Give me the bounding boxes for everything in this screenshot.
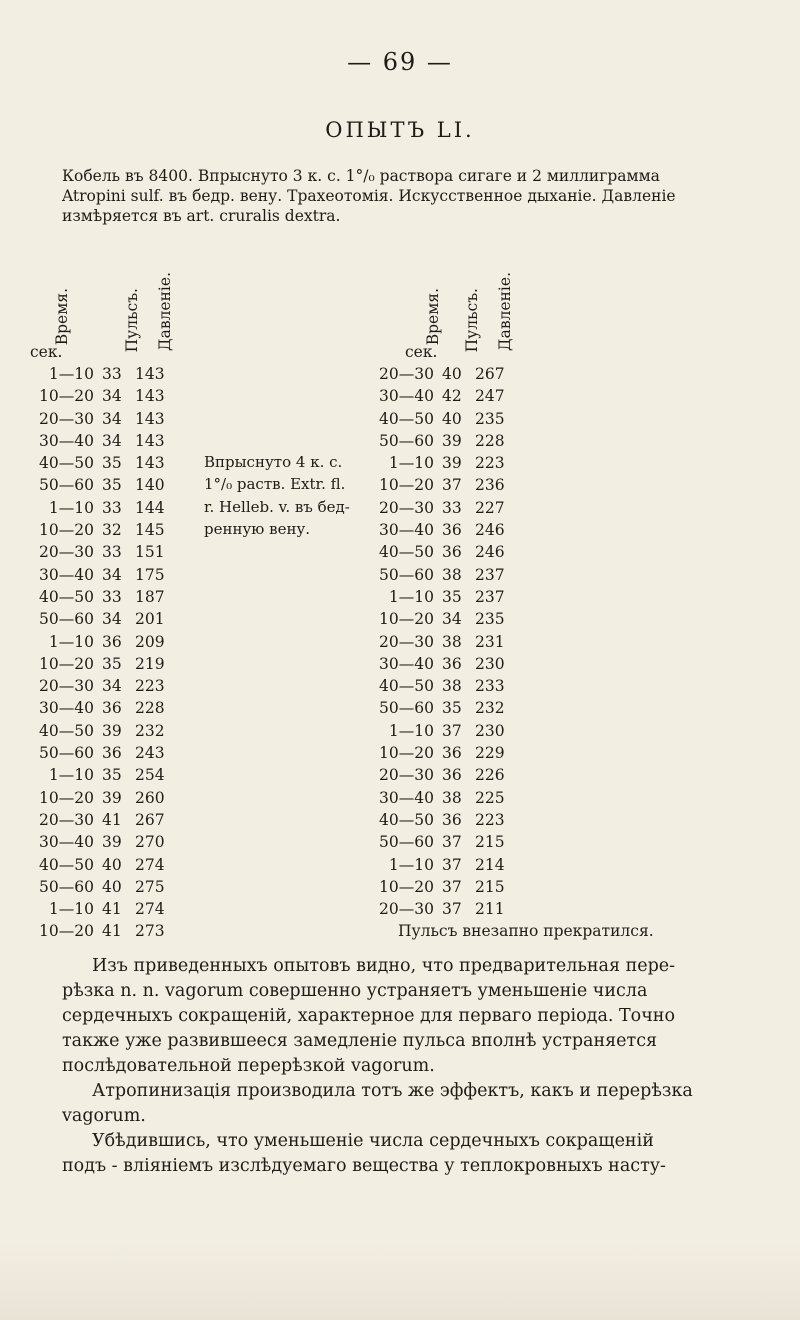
- pulse-cell: 33: [102, 498, 122, 517]
- time-cell: 50—60: [379, 431, 434, 450]
- pressure-cell: 233: [475, 677, 505, 696]
- pressure-cell: 223: [475, 810, 505, 829]
- pulse-cell: 39: [442, 454, 462, 473]
- pressure-cell: 145: [135, 521, 165, 540]
- time-cell: 10—20: [39, 922, 94, 941]
- pulse-cell: 35: [442, 587, 462, 606]
- injection-note: [204, 451, 350, 540]
- pressure-cell: 225: [475, 788, 505, 807]
- intro-line: измѣряется въ art. cruralis dextra.: [62, 207, 341, 225]
- time-cell: 20—30: [379, 365, 434, 383]
- pressure-cell: 237: [475, 587, 505, 606]
- pressure-cell: 214: [475, 855, 505, 874]
- header-pulse-left: Пульсъ.: [123, 288, 141, 353]
- pulse-cell: 37: [442, 855, 462, 874]
- pulse-cell: 36: [442, 766, 462, 785]
- pressure-cell: 235: [475, 610, 505, 629]
- time-cell: 40—50: [379, 543, 434, 562]
- pressure-cell: 226: [475, 766, 505, 785]
- time-cell: 1—10: [48, 766, 94, 785]
- time-cell: 10—20: [39, 387, 94, 406]
- time-cell: 20—30: [379, 900, 434, 919]
- time-cell: 20—30: [39, 543, 94, 562]
- pressure-cell: 227: [475, 498, 505, 517]
- pulse-cell: 41: [102, 922, 122, 941]
- pulse-cell: 32: [102, 521, 122, 540]
- pulse-cell: 40: [102, 855, 122, 874]
- pulse-cell: 38: [442, 677, 462, 696]
- pressure-cell: 211: [475, 900, 505, 919]
- body-text: [62, 954, 780, 1179]
- body-line: vagorum.: [62, 1106, 146, 1126]
- pressure-cell: 274: [135, 855, 165, 874]
- pressure-cell: 209: [135, 632, 165, 651]
- time-cell: 10—20: [39, 788, 94, 807]
- pressure-cell: 273: [135, 922, 165, 941]
- time-cell: 10—20: [379, 744, 434, 763]
- time-cell: 30—40: [39, 431, 94, 450]
- pressure-cell: 151: [135, 543, 165, 562]
- pulse-cell: 35: [102, 454, 122, 473]
- time-cell: 30—40: [39, 699, 94, 718]
- time-cell: 50—60: [39, 877, 94, 896]
- pressure-cell: 260: [135, 788, 165, 807]
- pulse-cell: 36: [102, 744, 122, 763]
- pulse-cell: 37: [442, 900, 462, 919]
- time-cell: 30—40: [379, 654, 434, 673]
- pressure-cell: 215: [475, 877, 505, 896]
- experiment-title: ОПЫТЪ LI.: [325, 118, 475, 142]
- pulse-cell: 39: [102, 721, 122, 740]
- pressure-cell: 140: [135, 476, 165, 495]
- pressure-cell: 235: [475, 409, 505, 428]
- time-cell: 40—50: [39, 855, 94, 874]
- time-cell: 1—10: [388, 721, 434, 740]
- pressure-cell: 270: [135, 833, 165, 852]
- time-cell: 40—50: [379, 409, 434, 428]
- time-cell: 1—10: [388, 587, 434, 606]
- time-cell: 40—50: [379, 677, 434, 696]
- time-cell: 1—10: [388, 855, 434, 874]
- pressure-cell: 267: [135, 810, 165, 829]
- pulse-cell: 33: [442, 498, 462, 517]
- note-line: Впрыснуто 4 к. с.: [204, 453, 343, 471]
- scan-edge: [0, 1240, 800, 1320]
- header-pressure-left: Давленіе.: [156, 272, 174, 351]
- pulse-cell: 41: [102, 900, 122, 919]
- time-cell: 40—50: [39, 721, 94, 740]
- time-cell: 20—30: [379, 632, 434, 651]
- unit-right: сек.: [405, 343, 438, 361]
- pressure-cell: 246: [475, 543, 505, 562]
- time-cell: 50—60: [39, 610, 94, 629]
- time-cell: 20—30: [39, 677, 94, 696]
- pressure-cell: 175: [135, 565, 165, 584]
- pulse-cell: 34: [102, 565, 122, 584]
- pressure-cell: 223: [475, 454, 505, 473]
- pulse-cell: 33: [102, 543, 122, 562]
- pulse-cell: 38: [442, 565, 462, 584]
- pulse-cell: 37: [442, 476, 462, 495]
- pressure-cell: 237: [475, 565, 505, 584]
- pressure-cell: 143: [135, 409, 165, 428]
- time-cell: 50—60: [379, 565, 434, 584]
- pulse-cell: 33: [102, 365, 122, 383]
- pressure-cell: 274: [135, 900, 165, 919]
- pulse-cell: 34: [102, 431, 122, 450]
- body-line: Атропинизація производила тотъ же эффектъ, какъ и перерѣзка: [92, 1081, 693, 1101]
- pressure-cell: 275: [135, 877, 165, 896]
- pressure-cell: 246: [475, 521, 505, 540]
- pressure-cell: 247: [475, 387, 505, 406]
- pulse-cell: 34: [442, 610, 462, 629]
- pulse-cell: 35: [102, 476, 122, 495]
- pressure-cell: 228: [475, 431, 505, 450]
- pulse-cell: 33: [102, 587, 122, 606]
- pulse-cell: 35: [102, 654, 122, 673]
- unit-left: сек.: [30, 343, 63, 361]
- pulse-cell: 35: [102, 766, 122, 785]
- time-cell: 1—10: [48, 632, 94, 651]
- pressure-cell: 267: [475, 365, 505, 383]
- time-cell: 30—40: [379, 521, 434, 540]
- pulse-cell: 34: [102, 409, 122, 428]
- time-cell: 1—10: [48, 365, 94, 383]
- pulse-cell: 39: [102, 788, 122, 807]
- pulse-cell: 39: [442, 431, 462, 450]
- pulse-cell: 41: [102, 810, 122, 829]
- time-cell: 20—30: [39, 810, 94, 829]
- pulse-cell: 36: [442, 521, 462, 540]
- pulse-cell: 36: [442, 654, 462, 673]
- pulse-cell: 40: [102, 877, 122, 896]
- pressure-cell: 143: [135, 365, 165, 383]
- pressure-cell: 201: [135, 610, 165, 629]
- pressure-cell: 243: [135, 744, 165, 763]
- pressure-cell: 143: [135, 431, 165, 450]
- pulse-cell: 36: [442, 543, 462, 562]
- pulse-cell: 37: [442, 833, 462, 852]
- pressure-cell: 231: [475, 632, 505, 651]
- time-cell: 20—30: [379, 498, 434, 517]
- body-line: рѣзка n. n. vagorum совершенно устраняетъ уменьшеніе числа: [62, 981, 648, 1001]
- pulse-cell: 40: [442, 365, 462, 383]
- pulse-cell: 37: [442, 721, 462, 740]
- body-line: подъ - вліяніемъ изслѣдуемаго вещества у теплокровныхъ насту-: [62, 1156, 666, 1176]
- page-number: — 69 —: [347, 48, 453, 76]
- pressure-cell: 232: [135, 721, 165, 740]
- pulse-cell: 36: [102, 699, 122, 718]
- time-cell: 30—40: [39, 833, 94, 852]
- body-line: сердечныхъ сокращеній, характерное для перваго періода. Точно: [62, 1006, 675, 1026]
- note-line: 1°/₀ раств. Extr. fl.: [204, 475, 346, 494]
- final-note: Пульсъ внезапно прекратился.: [398, 922, 654, 941]
- pulse-cell: 42: [442, 387, 462, 406]
- pressure-cell: 144: [135, 498, 165, 517]
- pressure-cell: 223: [135, 677, 165, 696]
- time-cell: 10—20: [379, 610, 434, 629]
- pulse-cell: 36: [442, 744, 462, 763]
- pulse-cell: 36: [442, 810, 462, 829]
- pulse-cell: 35: [442, 699, 462, 718]
- pulse-cell: 34: [102, 387, 122, 406]
- pulse-cell: 34: [102, 610, 122, 629]
- time-cell: 50—60: [379, 699, 434, 718]
- header-pulse-right: Пульсъ.: [463, 288, 481, 353]
- pulse-cell: 39: [102, 833, 122, 852]
- time-cell: 50—60: [379, 833, 434, 852]
- pressure-cell: 254: [135, 766, 165, 785]
- pulse-cell: 38: [442, 788, 462, 807]
- time-cell: 1—10: [48, 900, 94, 919]
- time-cell: 20—30: [379, 766, 434, 785]
- body-line: послѣдовательной перерѣзкой vagorum.: [62, 1056, 435, 1076]
- note-line: ренную вену.: [204, 519, 311, 538]
- body-line: также уже развившееся замедленіе пульса вполнѣ устраняется: [62, 1031, 658, 1051]
- pressure-cell: 236: [475, 476, 505, 495]
- time-cell: 1—10: [388, 454, 434, 473]
- pressure-cell: 143: [135, 454, 165, 473]
- experiment-intro: [62, 166, 762, 226]
- intro-line: Кобель въ 8400. Впрыснуто 3 к. с. 1°/₀ раствора сигаге и 2 миллиграмма: [62, 167, 660, 185]
- time-cell: 50—60: [39, 476, 94, 495]
- time-cell: 40—50: [39, 587, 94, 606]
- time-cell: 30—40: [379, 387, 434, 406]
- pressure-cell: 187: [135, 587, 165, 606]
- body-line: Изъ приведенныхъ опытовъ видно, что предварительная пере-: [92, 956, 676, 976]
- time-cell: 20—30: [39, 409, 94, 428]
- header-time-right: Время.: [424, 288, 442, 346]
- time-cell: 10—20: [379, 877, 434, 896]
- pulse-cell: 40: [442, 409, 462, 428]
- note-line: r. Helleb. v. въ бед-: [204, 497, 350, 516]
- pulse-cell: 34: [102, 677, 122, 696]
- time-cell: 1—10: [48, 498, 94, 517]
- pressure-cell: 232: [475, 699, 505, 718]
- pressure-cell: 230: [475, 654, 505, 673]
- pulse-cell: 37: [442, 877, 462, 896]
- time-cell: 40—50: [379, 810, 434, 829]
- pressure-cell: 215: [475, 833, 505, 852]
- pressure-cell: 219: [135, 654, 165, 673]
- pressure-cell: 228: [135, 699, 165, 718]
- header-time-left: Время.: [53, 288, 71, 346]
- time-cell: 50—60: [39, 744, 94, 763]
- pressure-cell: 230: [475, 721, 505, 740]
- time-cell: 30—40: [379, 788, 434, 807]
- time-cell: 10—20: [39, 654, 94, 673]
- pulse-cell: 36: [102, 632, 122, 651]
- time-cell: 30—40: [39, 565, 94, 584]
- time-cell: 10—20: [379, 476, 434, 495]
- time-cell: 40—50: [39, 454, 94, 473]
- intro-line: Atropini sulf. въ бедр. вену. Трахеотомія. Искусственное дыханіе. Давленіе: [62, 187, 676, 205]
- pressure-cell: 229: [475, 744, 505, 763]
- pulse-cell: 38: [442, 632, 462, 651]
- time-cell: 10—20: [39, 521, 94, 540]
- header-pressure-right: Давленіе.: [496, 272, 514, 351]
- body-line: Убѣдившись, что уменьшеніе числа сердечныхъ сокращеній: [92, 1131, 654, 1151]
- pressure-cell: 143: [135, 387, 165, 406]
